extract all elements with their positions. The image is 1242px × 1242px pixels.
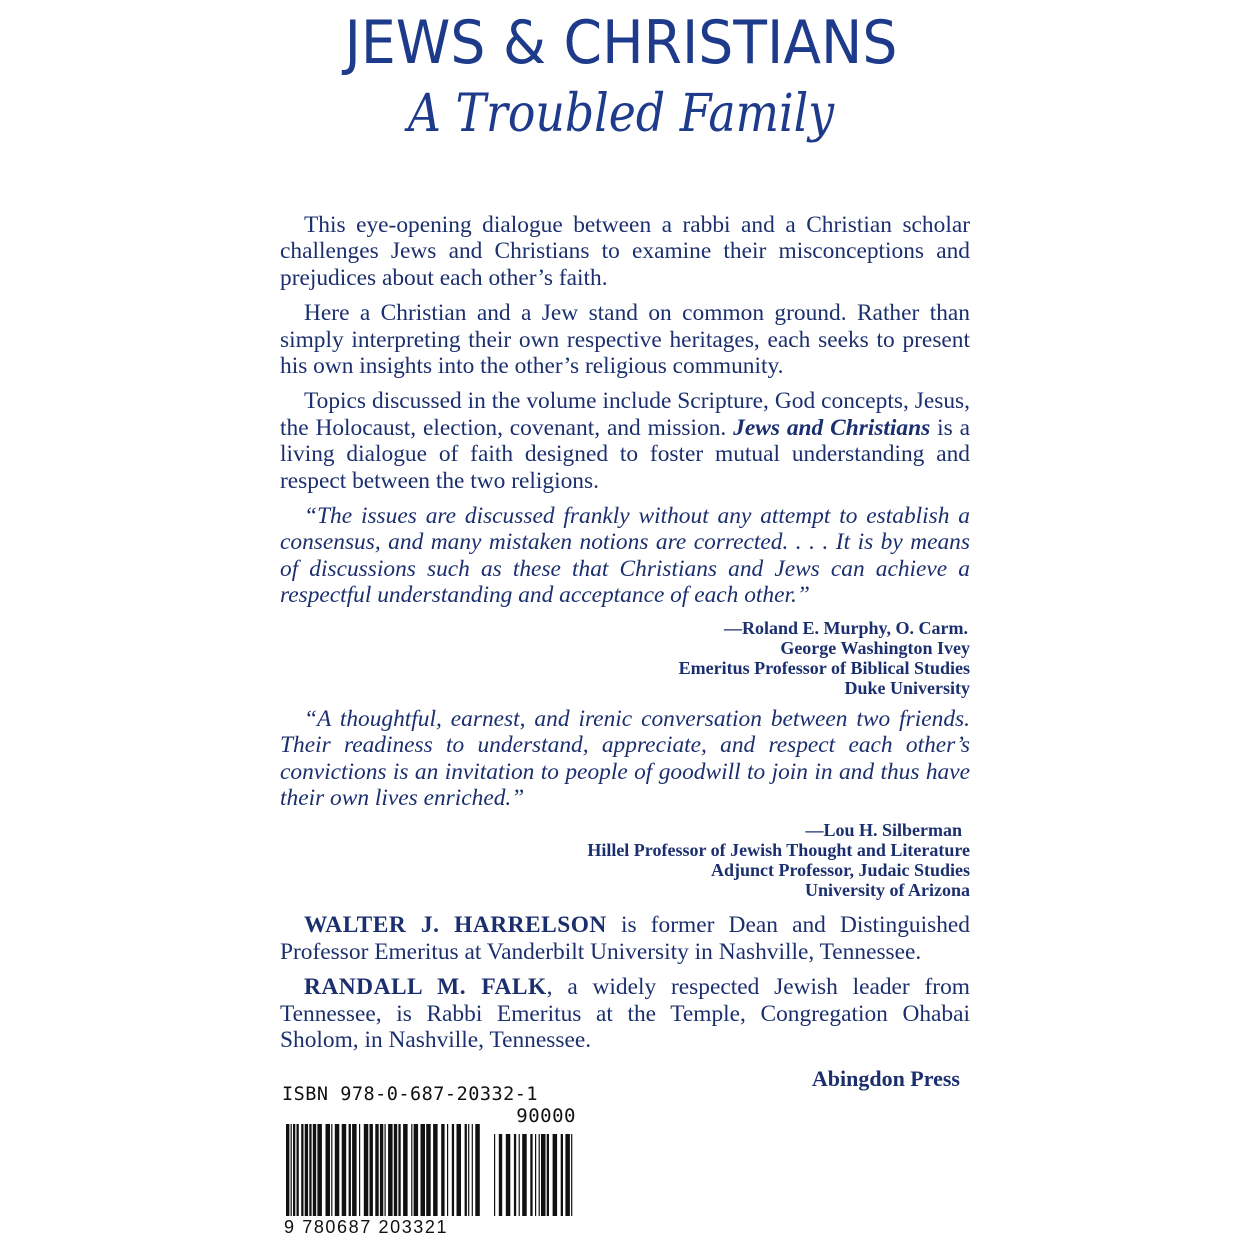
endorsement-quote: “The issues are discussed frankly without any attempt to establish a consensus, and many mistaken notions are corrected. . . . It is by means of discussions such as these that Christians and Jews can achieve a respectful understanding and acceptance of each other.” [280,503,970,609]
author-bio-text: , a widely respected Jewish leader from Tennessee, is Rabbi Emeritus at the Temple, Congregation Ohabai Sholom, in Nashville, Tennessee. [280,974,970,1053]
barcode-bar [539,1134,540,1216]
barcode-bar [317,1124,322,1216]
barcode-bar [305,1124,308,1216]
barcode-bar [447,1124,448,1216]
barcode-bar [286,1124,289,1216]
endorsement-quote: “A thoughtful, earnest, and irenic conversation between two friends. Their readiness to understand, appreciate, and respect each other’s convictions is an invitation to people of goodwill to join in and thus have their own lives enriched.” [280,705,970,811]
author-bio-text: is former Dean and Distinguished Professor Emeritus at Vanderbilt University in Nashville, Tennessee. [280,912,970,965]
barcode-bar [457,1124,462,1216]
endorser-affiliation: Duke University [844,677,970,698]
barcode-bar [547,1134,549,1216]
endorsement-attribution [280,820,970,900]
author-bio-harrelson [280,912,970,965]
barcode-bar [441,1124,444,1216]
barcode-bar [565,1134,570,1216]
description-paragraph-3 [280,388,970,494]
barcode-bar [385,1124,386,1216]
author-name: WALTER J. HARRELSON [304,912,607,939]
barcode-bar [561,1134,563,1216]
barcode-bar [571,1134,572,1216]
endorsement-attribution [280,618,970,698]
barcode-bar [398,1124,400,1216]
isbn-label: ISBN 978-0-687-20332-1 [282,1084,539,1105]
barcode-bar [519,1134,520,1216]
barcode-bar [380,1124,383,1216]
book-title-inline: Jews and Christians [733,414,931,441]
barcode-bar [388,1124,393,1216]
ean-barcode-bars [286,1124,480,1216]
barcode-bar [352,1124,357,1216]
paragraph-3-end: is a living dialogue of faith designed to foster mutual understanding and respect between the two religions. [280,414,970,494]
barcode-bar [535,1134,536,1216]
author-name: RANDALL M. FALK [304,974,547,1001]
barcode-bar [421,1124,426,1216]
publisher-name: Abingdon Press [811,1066,960,1091]
barcode-bar [553,1134,558,1216]
barcode-bar [297,1124,299,1216]
barcode-bar [541,1134,546,1216]
barcode-bar [301,1124,303,1216]
barcode-bar [293,1124,295,1216]
endorser-name: —Roland E. Murphy, O. Carm. [723,617,968,638]
barcode-bar [335,1124,340,1216]
barcode-bar [403,1124,408,1216]
endorser-title: Hillel Professor of Jewish Thought and Literature [587,840,970,861]
barcode-bar [465,1124,467,1216]
description-paragraph-1: This eye-opening dialogue between a rabbi and a Christian scholar challenges Jews and Christians to examine their misconceptions and prejudices about each other’s faith. [280,212,970,291]
barcode-bar [472,1124,473,1216]
barcode [280,1124,580,1220]
paragraph-3-start: Topics discussed in the volume include Scripture, God concepts, Jesus, the Holocaust, election, covenant, and mission. [280,388,970,441]
endorser-title: Adjunct Professor, Judaic Studies [710,860,970,881]
price-addon-bars [494,1134,572,1216]
endorsement [280,503,970,698]
description-paragraph-2: Here a Christian and a Jew stand on common ground. Rather than simply interpreting their own respective heritages, each seeks to present his own insights into the other’s religious community. [280,300,970,380]
barcode-bar [291,1124,292,1216]
endorser-title: George Washington Ivey [780,637,970,658]
endorsement [280,706,970,901]
author-bio-falk [280,974,970,1053]
barcode-bar [411,1124,412,1216]
barcode-bar [375,1124,378,1216]
barcode-bar [433,1124,438,1216]
barcode-bar [349,1124,351,1216]
barcode-bar [326,1124,331,1216]
endorser-name: —Lou H. Silberman [805,820,962,841]
barcode-bar [475,1124,480,1216]
barcode-bar [414,1124,419,1216]
price-code: 90000 [516,1105,576,1127]
endorser-title: Emeritus Professor of Biblical Studies [678,657,970,678]
cover-text [280,212,970,1062]
barcode-bar [331,1124,332,1216]
barcode-bar [313,1124,316,1216]
barcode-bar [309,1124,311,1216]
barcode-bar [499,1134,502,1216]
barcode-bar [530,1134,532,1216]
barcode-bar [522,1134,527,1216]
barcode-bar [494,1134,495,1216]
barcode-bar [452,1124,454,1216]
book-title: JEWS & CHRISTIANS [344,8,898,78]
barcode-bar [359,1124,360,1216]
barcode-bar [514,1134,516,1216]
barcode-bar [370,1124,373,1216]
barcode-bar [394,1124,397,1216]
ean-digits: 9 780687 203321 [284,1217,449,1237]
endorser-affiliation: University of Arizona [805,880,970,901]
barcode-bar [364,1124,369,1216]
book-subtitle: A Troubled Family [407,84,835,144]
author-bios [280,912,970,1053]
barcode-bar [342,1124,347,1216]
barcode-bar [426,1124,431,1216]
barcode-bar [468,1124,469,1216]
barcode-bar [506,1134,511,1216]
